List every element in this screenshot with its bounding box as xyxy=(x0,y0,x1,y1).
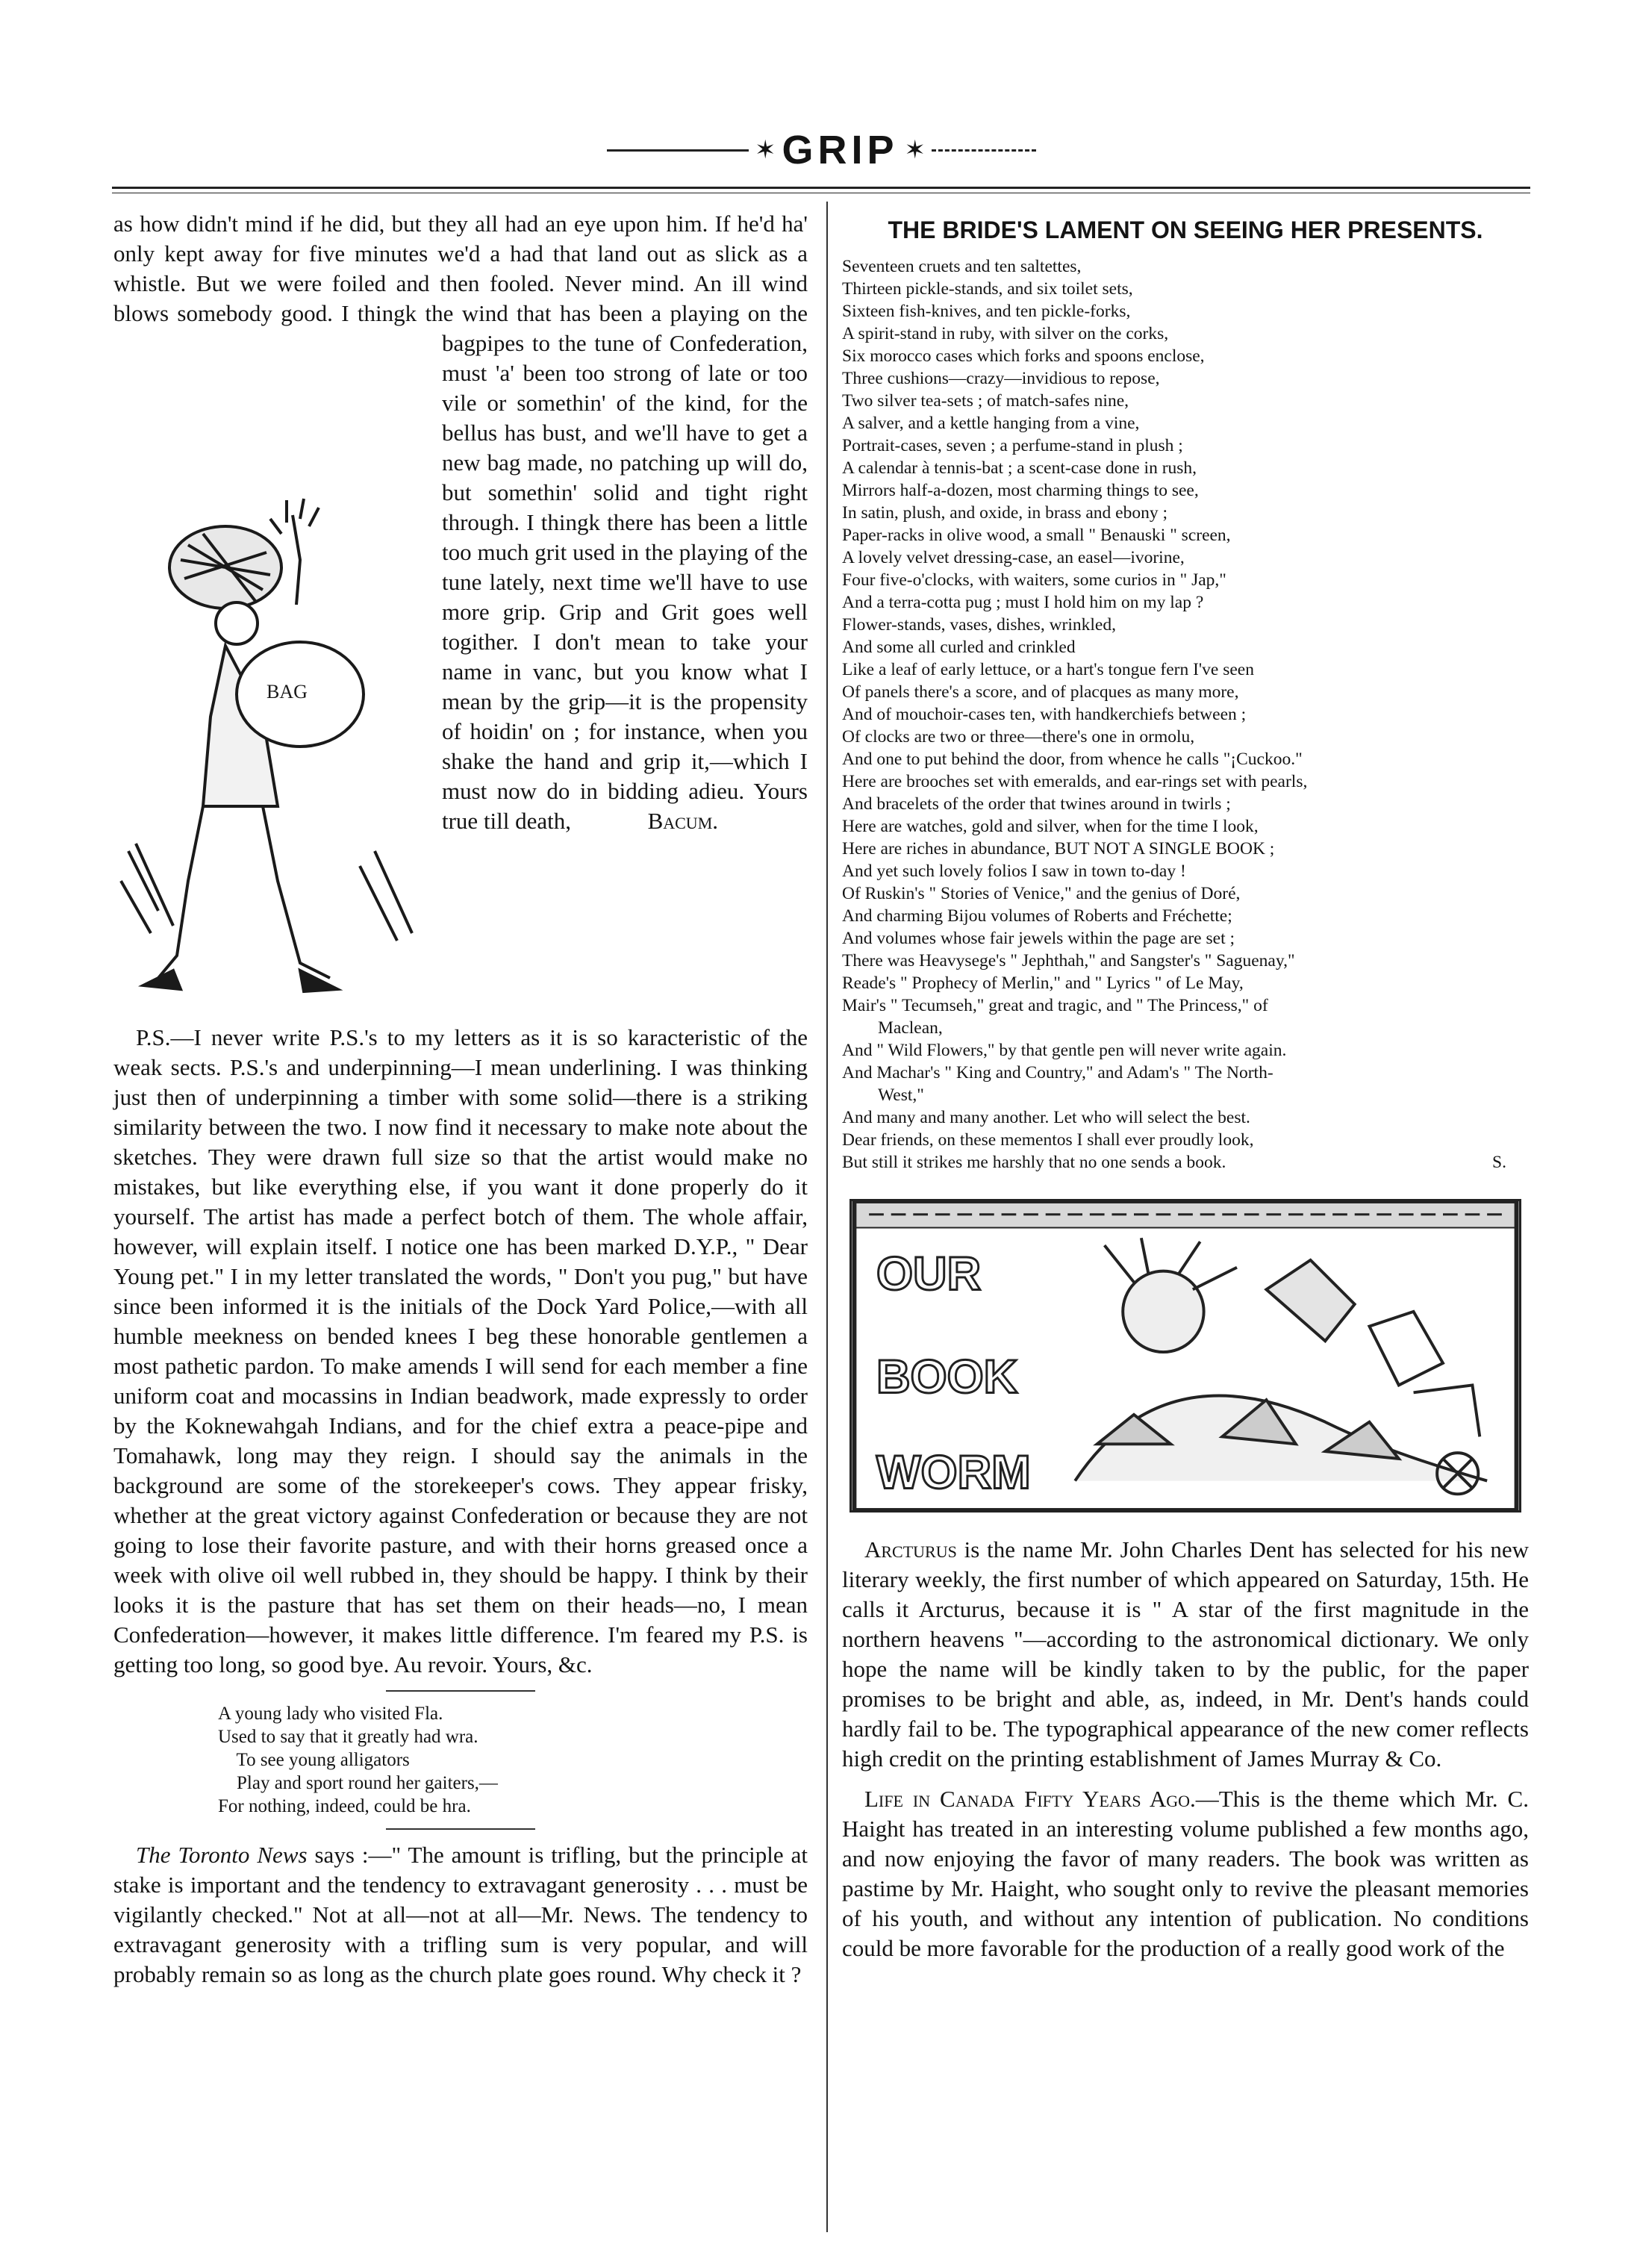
poem-line: Thirteen pickle-stands, and six toilet sets, xyxy=(842,279,1133,299)
poem-line: Here are riches in abundance, BUT NOT A SINGLE BOOK ; xyxy=(842,839,1275,859)
poem-line: A salver, and a kettle hanging from a vine, xyxy=(842,414,1140,433)
poem-line: In satin, plush, and oxide, in brass and ebony ; xyxy=(842,503,1167,523)
arcturus-text: is the name Mr. John Charles Dent has selected for his new literary weekly, the first number of which appeared on Saturday, 15th. He calls it Arcturus, because it is " A star of the first magnitude in the northern heavens "—according to the astronomical dictionary. We only hope the name will be kindly taken to by the public, for the paper promises to be bright and able, as, indeed, in Mr. Dent's hands could hardly fail to be. The typographical appearance of the new comer reflects high credit on the printing establishment of James Murray & Co. xyxy=(842,1536,1529,1772)
poem-line: And one to put behind the door, from whence he calls "¡Cuckoo." xyxy=(842,750,1303,769)
column-divider xyxy=(826,202,828,2232)
bagpiper-illustration xyxy=(113,493,434,1023)
postscript-paragraph: P.S.—I never write P.S.'s to my letters as it is so karacteristic of the weak sects. P.S.'s and underpinning—I mean underlining. I was thinking just then of underpinning a timber with some solid—there is a striking similarity between the two. I now find it necessary to make note about the sketches. They were drawn full size so that the artist would make no mistakes, but like everything else, if you want it done properly do it yourself. The artist has made a perfect botch of them. The whole affair, however, will explain itself. I notice one has been marked D.Y.P., " Dear Young pet." I in my letter translated the words, " Don't you pug," but have since been informed it is the initials of the Dock Yard Police,—with all humble meekness on bended knees I beg these honorable gentlemen a most pathetic pardon. To make amends I will send for each member a fine uniform coat and mocassins in Indian beadwork, made expressly to order by the Koknewahgah Indians, and for the chief extra a peace-pipe and Tomahawk, long may they reign. I should say the animals in the background are some of the storekeeper's cows. They appear frisky, whether at the great victory against Confederation or because they are not going to lose their favorite pasture, and with their horns greased once a week with olive oil well rubbed in, they should be happy. I think by their looks it is the pasture that has set them on their heads—no, I mean Confederation—however, it makes little difference. I'm feared my P.S. is getting too long, so good bye. Au revoir. Yours, &c. xyxy=(113,1024,808,1677)
news-text: says :—" The amount is trifling, but the principle at stake is important and the tendency to extravagant generosity . . . must be vigilantly checked." Not at all—not at all—Mr. News. The tendency to extravagant generosity with a trifling sum is very popular, and will probably remain so as long as the church plate goes round. Why check it ? xyxy=(113,1842,808,1987)
letter-paragraph xyxy=(113,209,808,836)
book-worm-cartoon xyxy=(849,1199,1521,1512)
poem-line: A lovely velvet dressing-case, an easel—ivorine, xyxy=(842,548,1185,567)
poem-line: Four five-o'clocks, with waiters, some curios in " Jap," xyxy=(842,570,1226,590)
book-worm-drawing xyxy=(852,1201,1519,1510)
limerick-line: To see young alligators xyxy=(218,1750,410,1770)
poem-line: Dear friends, on these mementos I shall ever proudly look, xyxy=(842,1130,1254,1150)
poem-line: A calendar à tennis-bat ; a scent-case done in rush, xyxy=(842,458,1197,478)
canada-text: —This is the theme which Mr. C. Haight has treated in an interesting volume published a few months ago, and now enjoying the favor of many readers. The book was written as pastime by Mr. Haight, who sought only to revive the pleasant memories of his youth, and without any intention of publication. No conditions could be more favorable for the production of a really good work of the xyxy=(842,1786,1529,1961)
poem-line: Like a leaf of early lettuce, or a hart's tongue fern I've seen xyxy=(842,660,1254,679)
poem-line: And of mouchoir-cases ten, with handkerchiefs between ; xyxy=(842,705,1247,724)
poem-line: Six morocco cases which forks and spoons enclose, xyxy=(842,346,1205,366)
left-column xyxy=(113,209,808,1996)
poem-line: Two silver tea-sets ; of match-safes nine, xyxy=(842,391,1129,411)
poem-line: And some all curled and crinkled xyxy=(842,638,1076,657)
section-separator xyxy=(386,1690,535,1692)
letter-signature: Bacum. xyxy=(647,808,718,834)
poem-line: Three cushions—crazy—invidious to repose, xyxy=(842,369,1160,388)
svg-text:BAG: BAG xyxy=(266,681,308,702)
masthead-title: GRIP xyxy=(782,128,899,172)
poem-line: Mair's " Tecumseh," great and tragic, and " The Princess," of xyxy=(842,996,1268,1015)
canada-paragraph xyxy=(842,1784,1529,1963)
poem-line: Of clocks are two or three—there's one in ormolu, xyxy=(842,727,1195,747)
canada-lead: Life in Canada Fifty Years Ago. xyxy=(864,1786,1196,1812)
limerick-line: Play and sport round her gaiters,— xyxy=(218,1773,498,1793)
poem-line: There was Heavysege's " Jephthah," and Sangster's " Saguenay," xyxy=(842,951,1295,971)
poem-line: And bracelets of the order that twines around in twirls ; xyxy=(842,794,1231,814)
poem-last-line: But still it strikes me harshly that no one sends a book. xyxy=(842,1153,1226,1172)
news-paragraph xyxy=(113,1840,808,1990)
star-icon: ✶ xyxy=(754,137,776,164)
poem-title: THE BRIDE'S LAMENT ON SEEING HER PRESENTS. xyxy=(888,216,1483,243)
poem-line: Here are brooches set with emeralds, and ear-rings set with pearls, xyxy=(842,772,1308,791)
star-icon: ✶ xyxy=(904,137,926,164)
bagpiper-drawing xyxy=(113,493,434,1023)
masthead xyxy=(0,127,1643,173)
poem-line: Seventeen cruets and ten saltettes, xyxy=(842,257,1082,276)
poem-line: And a terra-cotta pug ; must I hold him on my lap ? xyxy=(842,593,1204,612)
cartoon-title-worm: WORM xyxy=(876,1446,1031,1499)
news-source: The Toronto News xyxy=(136,1842,308,1868)
poem-line: Mirrors half-a-dozen, most charming things to see, xyxy=(842,481,1199,500)
brides-lament-poem xyxy=(842,255,1529,1174)
poem-line: West," xyxy=(878,1085,924,1105)
letter-text: as how didn't mind if he did, but they all had an eye upon him. If he'd ha' only kept away for five minutes we'd a had that land out as slick as a whistle. But we were foiled and then fooled. Never mind. An ill wind blows somebody good. I thingk the wind that has been a playing on the bagpipes to the tune of Confederation, must 'a' been too strong of late or too vile or somethin' of the kind, for the bellus has bust, and we'll have to get a new bag made, no patching up will do, but somethin' solid and tight right through. I thingk there has been a little too much grit used in the playing of the tune lately, next time we'll have to use more grip. Grip and Grit goes well togither. I don't mean to take your name in vanc, but you know what I mean by the grip—it is the propensity of hoidin' on ; for instance, when you shake the hand and grip it,—which I must now do in bidding adieu. Yours true till death, xyxy=(113,211,808,834)
masthead-rule-right xyxy=(932,149,1036,152)
header-rule xyxy=(112,187,1530,189)
poem-line: Of panels there's a score, and of placques as many more, xyxy=(842,682,1239,702)
section-separator xyxy=(386,1828,535,1830)
right-column xyxy=(842,209,1529,1969)
limerick xyxy=(218,1702,808,1818)
cartoon-title-our: OUR xyxy=(876,1247,982,1300)
poem-line: Here are watches, gold and silver, when for the time I look, xyxy=(842,817,1259,836)
poem-line: Sixteen fish-knives, and ten pickle-forks, xyxy=(842,302,1131,321)
limerick-line: A young lady who visited Fla. xyxy=(218,1704,443,1724)
poem-line: And yet such lovely folios I saw in town to-day ! xyxy=(842,862,1186,881)
poem-line: And Machar's " King and Country," and Adam's " The North- xyxy=(842,1063,1273,1082)
poem-line: And volumes whose fair jewels within the page are set ; xyxy=(842,929,1235,948)
poem-signature: S. xyxy=(1492,1153,1506,1172)
poem-line: And charming Bijou volumes of Roberts and Fréchette; xyxy=(842,906,1232,926)
poem-line: And " Wild Flowers," by that gentle pen will never write again. xyxy=(842,1041,1287,1060)
poem-line xyxy=(842,1151,1529,1174)
poem-line: A spirit-stand in ruby, with silver on the corks, xyxy=(842,324,1169,343)
limerick-line: Used to say that it greatly had wra. xyxy=(218,1727,478,1747)
poem-line: Reade's " Prophecy of Merlin," and " Lyrics " of Le May, xyxy=(842,973,1244,993)
poem-line: And many and many another. Let who will select the best. xyxy=(842,1108,1250,1127)
poem-line: Maclean, xyxy=(878,1018,943,1038)
limerick-line: For nothing, indeed, could be hra. xyxy=(218,1796,471,1816)
poem-line: Flower-stands, vases, dishes, wrinkled, xyxy=(842,615,1116,635)
poem-line: Paper-racks in olive wood, a small " Benauski " screen, xyxy=(842,526,1231,545)
poem-line: Of Ruskin's " Stories of Venice," and the genius of Doré, xyxy=(842,884,1241,903)
arcturus-lead: Arcturus xyxy=(864,1536,957,1563)
poem-line: Portrait-cases, seven ; a perfume-stand in plush ; xyxy=(842,436,1183,455)
cartoon-title-book: BOOK xyxy=(876,1350,1018,1404)
arcturus-paragraph xyxy=(842,1535,1529,1774)
masthead-rule-left xyxy=(607,149,749,152)
